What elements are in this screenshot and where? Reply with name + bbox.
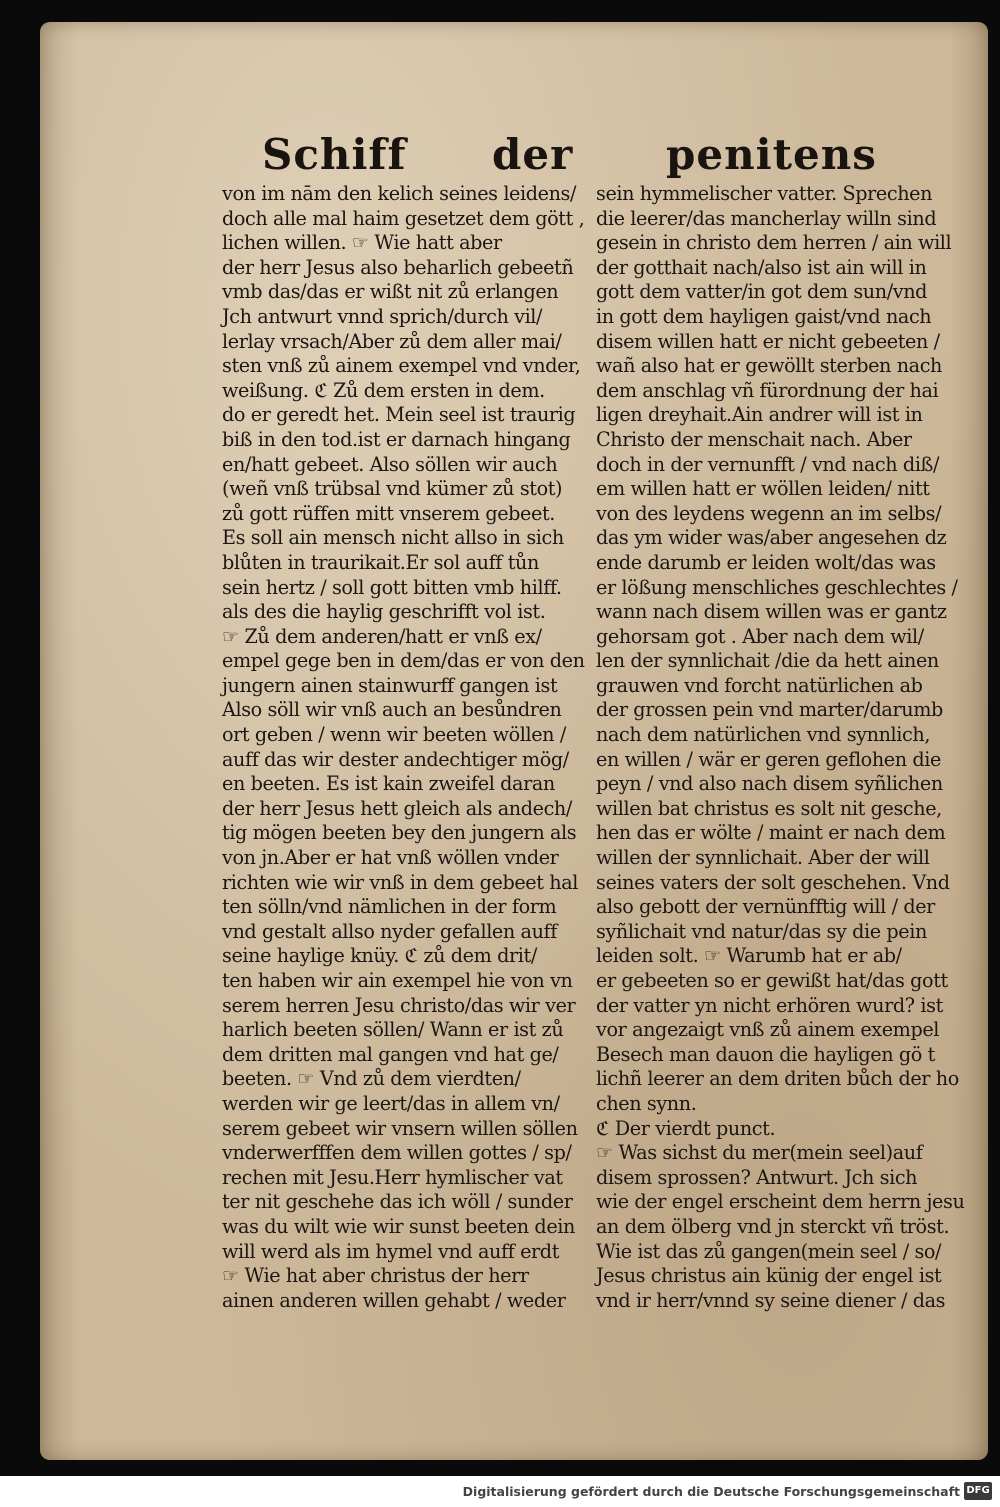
text-line: als des die haylig geschrifft vol ist. (222, 600, 546, 624)
text-line: ende darumb er leiden wolt/das was (596, 550, 936, 574)
text-line: ainen anderen willen gehabt / weder (222, 1288, 566, 1312)
text-line: willen der synnlichait. Aber der will (596, 846, 930, 870)
text-line: Es soll ain mensch nicht allso in sich (222, 526, 564, 550)
text-line: werden wir ge leert/das in allem vn/ (222, 1091, 560, 1115)
right-text-column (596, 182, 996, 1313)
text-line: in gott dem hayligen gaist/vnd nach (596, 304, 932, 328)
text-line: ort geben / wenn wir beeten wöllen / (222, 723, 566, 747)
text-line: serem gebeet wir vnsern willen söllen (222, 1116, 578, 1140)
text-line: der gotthait nach/also ist ain will in (596, 255, 927, 279)
text-line: harlich beeten söllen/ Wann er ist zů (222, 1018, 564, 1042)
text-line: Besech man dauon die hayligen gö t (596, 1042, 935, 1066)
text-line: beeten. ☞ Vnd zů dem vierdten/ (222, 1067, 521, 1091)
text-line: von des leydens wegenn an im selbs/ (596, 501, 942, 525)
text-line: wañ also hat er gewöllt sterben nach (596, 354, 943, 378)
text-line: von jn.Aber er hat vnß wöllen vnder (222, 846, 559, 870)
text-line: von im nām den kelich seines leidens/ (222, 182, 577, 205)
dfg-logo: DFG (964, 1482, 992, 1500)
text-line: das ym wider was/aber angesehen dz (596, 526, 947, 550)
text-line: ten haben wir ain exempel hie von vn (222, 969, 573, 992)
text-line: willen bat christus es solt nit gesche, (596, 796, 942, 820)
text-line: lichñ leerer an dem driten bůch der ho (596, 1067, 959, 1091)
text-line: der herr Jesus hett gleich als andech/ (222, 796, 572, 820)
text-line: sten vnß zů ainem exempel vnd vnder, (222, 354, 581, 378)
text-line: nach dem natürlichen vnd synnlich, (596, 723, 931, 747)
text-line: gesein in christo dem herren / ain will (596, 231, 952, 255)
text-line: wann nach disem willen was er gantz (596, 600, 947, 624)
text-line: an dem ölberg vnd jn sterckt vñ tröst. (596, 1214, 950, 1238)
text-line: chen synn. (596, 1091, 697, 1115)
text-line: ligen dreyhait.Ain andrer will ist in (596, 403, 923, 427)
text-line: vnderwerfffen dem willen gottes / sp/ (222, 1141, 572, 1165)
text-line: ☞ Was sichst du mer(mein seel)auf (596, 1141, 923, 1165)
text-line: en willen / wär er geren geflohen die (596, 747, 941, 771)
text-line: Also söll wir vnß auch an besůndren (222, 698, 562, 722)
text-line: en/hatt gebeet. Also söllen wir auch (222, 452, 558, 476)
text-line: vnd ir herr/vnnd sy seine diener / das (596, 1288, 946, 1312)
text-line: Wie ist das zů gangen(mein seel / so/ (596, 1239, 942, 1263)
text-line: gott dem vatter/in got dem sun/vnd (596, 280, 928, 304)
text-line: empel gege ben in dem/das er von den (222, 649, 585, 673)
text-line: ☞ Wie hat aber christus der herr (222, 1264, 529, 1288)
text-line: lerlay vrsach/Aber zů dem aller mai/ (222, 329, 562, 353)
text-line: sein hymmelischer vatter. Sprechen (596, 182, 933, 205)
text-line: sein hertz / soll gott bitten vmb hilff. (222, 575, 562, 599)
text-line: do er geredt het. Mein seel ist traurig (222, 403, 576, 427)
text-line: weißung. ℭ Zů dem ersten in dem. (222, 378, 545, 402)
text-line: auff das wir dester andechtiger mög/ (222, 747, 569, 771)
funding-notice: Digitalisierung gefördert durch die Deutsche Forschungsgemeinschaft (462, 1484, 960, 1499)
text-line: der herr Jesus also beharlich gebeetñ (222, 255, 574, 279)
text-line: (weñ vnß trübsal vnd kümer zů stot) (222, 477, 563, 501)
text-line: syñlichait vnd natur/das sy die pein (596, 919, 927, 943)
text-line: gehorsam got . Aber nach dem wil/ (596, 624, 924, 648)
text-line: der vatter yn nicht erhören wurd? ist (596, 993, 943, 1017)
text-line: ☞ Zů dem anderen/hatt er vnß ex/ (222, 624, 542, 648)
header-word-1: Schiff (262, 130, 407, 179)
text-line: Jch antwurt vnnd sprich/durch vil/ (222, 304, 543, 328)
text-line: biß in den tod.ist er darnach hingang (222, 427, 571, 451)
text-line: doch in der vernunfft / vnd nach diß/ (596, 452, 940, 476)
header-word-3: penitens (666, 130, 877, 179)
text-line: disem sprossen? Antwurt. Jch sich (596, 1165, 918, 1189)
text-line: tig mögen beeten bey den jungern als (222, 821, 577, 845)
text-line: seine haylige knüy. ℭ zů dem drit/ (222, 944, 537, 968)
text-line: disem willen hatt er nicht gebeeten / (596, 329, 940, 353)
text-line: blůten in traurikait.Er sol auff tůn (222, 550, 539, 574)
text-line: will werd als im hymel vnd auff erdt (222, 1239, 559, 1263)
running-header (40, 130, 988, 186)
text-line: richten wie wir vnß in dem gebeet hal (222, 870, 578, 894)
header-word-2: der (492, 130, 574, 179)
text-line: grauwen vnd forcht natürlichen ab (596, 673, 923, 697)
text-line: doch alle mal haim gesetzet dem gött , (222, 206, 585, 230)
text-line: lichen willen. ☞ Wie hatt aber (222, 231, 502, 255)
text-line: ℭ Der vierdt punct. (596, 1116, 776, 1140)
text-line: wie der engel erscheint dem herrn jesu (596, 1190, 965, 1214)
text-line: hen das er wölte / maint er nach dem (596, 821, 946, 845)
text-line: ten sölln/vnd nämlichen in der form (222, 895, 557, 919)
text-line: der grossen pein vnd marter/darumb (596, 698, 943, 722)
text-line: was du wilt wie wir sunst beeten dein (222, 1214, 575, 1238)
text-line: ter nit geschehe das ich wöll / sunder (222, 1190, 573, 1214)
text-line: vmb das/das er wißt nit zů erlangen (222, 280, 559, 304)
text-line: also gebott der vernünfftig will / der (596, 895, 935, 919)
text-line: leiden solt. ☞ Warumb hat er ab/ (596, 944, 902, 968)
text-line: en beeten. Es ist kain zweifel daran (222, 772, 555, 796)
text-line: er gebeeten so er gewißt hat/das gott (596, 969, 948, 992)
text-line: seines vaters der solt geschehen. Vnd (596, 870, 950, 894)
text-line: rechen mit Jesu.Herr hymlischer vat (222, 1165, 563, 1189)
text-line: Jesus christus ain künig der engel ist (596, 1264, 942, 1288)
left-text-column (222, 182, 594, 1313)
text-line: peyn / vnd also nach disem syñlichen (596, 772, 943, 796)
text-line: dem dritten mal gangen vnd hat ge/ (222, 1042, 559, 1066)
book-page (40, 22, 988, 1460)
text-line: er lößung menschliches geschlechtes / (596, 575, 958, 599)
text-line: die leerer/das mancherlay willn sind (596, 206, 937, 230)
text-line: serem herren Jesu christo/das wir ver (222, 993, 576, 1017)
text-line: Christo der menschait nach. Aber (596, 427, 912, 451)
text-line: jungern ainen stainwurff gangen ist (222, 673, 558, 697)
text-line: vor angezaigt vnß zů ainem exempel (596, 1018, 940, 1042)
text-line: zů gott rüffen mitt vnserem gebeet. (222, 501, 555, 525)
text-line: em willen hatt er wöllen leiden/ nitt (596, 477, 930, 501)
footer-bar (0, 1476, 1000, 1507)
text-line: len der synnlichait /die da hett ainen (596, 649, 939, 673)
text-line: vnd gestalt allso nyder gefallen auff (222, 919, 557, 943)
text-line: dem anschlag vñ fürordnung der hai (596, 378, 939, 402)
